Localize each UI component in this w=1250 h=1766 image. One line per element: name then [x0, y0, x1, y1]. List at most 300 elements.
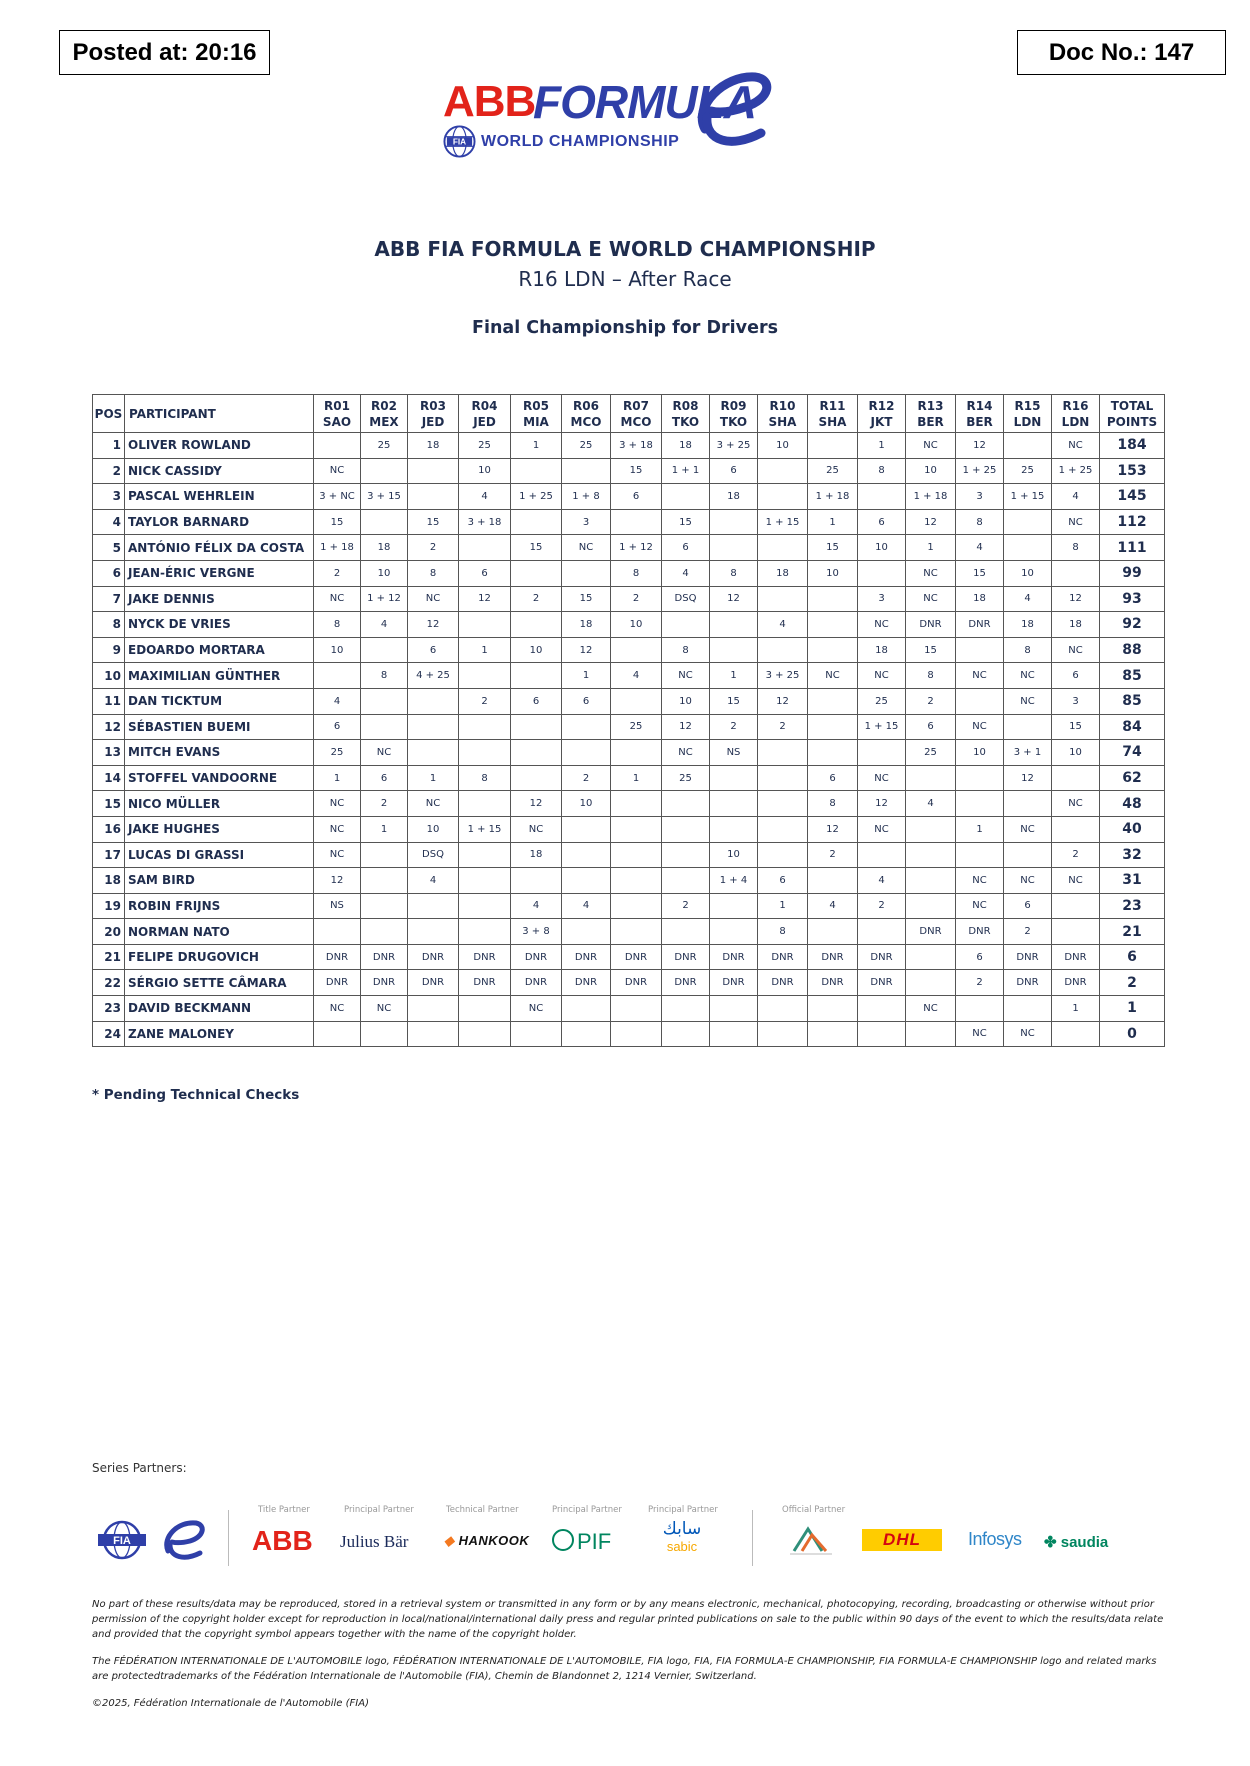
- participant-name-cell: OLIVER ROWLAND: [125, 433, 314, 459]
- header-round-13: [906, 395, 956, 433]
- round-points-cell: [906, 1021, 956, 1047]
- round-points-cell: [956, 688, 1004, 714]
- round-points-cell: 25: [808, 458, 858, 484]
- round-points-cell: DNR: [1052, 944, 1100, 970]
- header-round-7: [611, 395, 662, 433]
- round-points-cell: [314, 663, 361, 689]
- round-code: R11: [819, 398, 846, 413]
- round-points-cell: 10: [662, 688, 710, 714]
- round-points-cell: 12: [858, 791, 906, 817]
- table-row: [93, 663, 1165, 689]
- round-points-cell: [562, 740, 611, 766]
- round-points-cell: [511, 1021, 562, 1047]
- header-round-3: [408, 395, 459, 433]
- round-points-cell: 15: [808, 535, 858, 561]
- position-cell: 14: [93, 765, 125, 791]
- table-row: [93, 484, 1165, 510]
- participant-name-cell: ZANE MALONEY: [125, 1021, 314, 1047]
- round-points-cell: [511, 740, 562, 766]
- round-points-cell: NC: [808, 663, 858, 689]
- round-points-cell: 2: [1052, 842, 1100, 868]
- round-points-cell: [1004, 996, 1052, 1022]
- round-points-cell: NC: [314, 842, 361, 868]
- round-points-cell: [361, 868, 408, 894]
- table-row: [93, 509, 1165, 535]
- round-points-cell: NC: [956, 893, 1004, 919]
- table-row: [93, 637, 1165, 663]
- legal-reproduction-notice: No part of these results/data may be reproduced, stored in a retrieval system or transmitted in any form or by any means electronic, mechanical, photocopying, recording, broadcasting or otherwise without prior permission of the copyright holder except for reproduction in local/national/international daily press and regular printed publications on sale to the public within 90 days of the event to which the results/data relate and provided that the copyright symbol appears together with the name of the copyright holder.: [92, 1599, 1164, 1640]
- round-points-cell: NC: [1052, 509, 1100, 535]
- round-points-cell: 25: [1004, 458, 1052, 484]
- round-points-cell: [1004, 535, 1052, 561]
- round-points-cell: 15: [611, 458, 662, 484]
- round-points-cell: NC: [956, 663, 1004, 689]
- round-points-cell: [906, 868, 956, 894]
- round-points-cell: [611, 1021, 662, 1047]
- round-points-cell: [511, 663, 562, 689]
- participant-name-cell: STOFFEL VANDOORNE: [125, 765, 314, 791]
- principal-partner-label-3: Principal Partner: [648, 1505, 718, 1515]
- round-points-cell: 4: [611, 663, 662, 689]
- position-cell: 3: [93, 484, 125, 510]
- round-points-cell: [710, 816, 758, 842]
- round-points-cell: 10: [1004, 560, 1052, 586]
- round-points-cell: 1 + 25: [1052, 458, 1100, 484]
- table-row: [93, 791, 1165, 817]
- round-points-cell: 15: [906, 637, 956, 663]
- round-points-cell: 8: [710, 560, 758, 586]
- round-points-cell: 3 + 15: [361, 484, 408, 510]
- total-points-cell: 0: [1100, 1021, 1165, 1047]
- round-points-cell: [361, 458, 408, 484]
- table-body: [93, 433, 1165, 1047]
- round-points-cell: [361, 919, 408, 945]
- round-points-cell: [710, 535, 758, 561]
- round-points-cell: [1052, 560, 1100, 586]
- round-points-cell: 8: [1004, 637, 1052, 663]
- series-partners-label: Series Partners:: [92, 1461, 187, 1475]
- round-points-cell: 10: [511, 637, 562, 663]
- round-points-cell: DNR: [511, 944, 562, 970]
- legal-copyright: ©2025, Fédération Internationale de l'Automobile (FIA): [92, 1698, 369, 1709]
- round-points-cell: [611, 842, 662, 868]
- round-points-cell: [956, 996, 1004, 1022]
- round-points-cell: [562, 560, 611, 586]
- mountain-partner-icon: [786, 1523, 836, 1557]
- position-cell: 18: [93, 868, 125, 894]
- round-points-cell: DNR: [758, 944, 808, 970]
- table-row: [93, 919, 1165, 945]
- round-points-cell: NC: [314, 996, 361, 1022]
- position-cell: 19: [93, 893, 125, 919]
- document-subtitle: R16 LDN – After Race: [518, 267, 732, 291]
- total-points-cell: 74: [1100, 740, 1165, 766]
- header-round-11: [808, 395, 858, 433]
- header-round-4: [459, 395, 511, 433]
- round-points-cell: NC: [361, 740, 408, 766]
- round-points-cell: [662, 996, 710, 1022]
- round-points-cell: [511, 560, 562, 586]
- round-points-cell: NC: [1004, 868, 1052, 894]
- round-points-cell: 3 + 1: [1004, 740, 1052, 766]
- position-cell: 9: [93, 637, 125, 663]
- round-points-cell: [808, 868, 858, 894]
- round-points-cell: [314, 1021, 361, 1047]
- round-points-cell: [562, 919, 611, 945]
- total-points-cell: 40: [1100, 816, 1165, 842]
- round-points-cell: 12: [662, 714, 710, 740]
- round-points-cell: 8: [662, 637, 710, 663]
- round-points-cell: [758, 637, 808, 663]
- round-points-cell: [408, 740, 459, 766]
- round-code: R07: [623, 398, 649, 413]
- participant-name-cell: LUCAS DI GRASSI: [125, 842, 314, 868]
- round-points-cell: [808, 919, 858, 945]
- total-points-cell: 99: [1100, 560, 1165, 586]
- round-points-cell: NC: [906, 560, 956, 586]
- round-points-cell: 10: [906, 458, 956, 484]
- round-points-cell: 10: [611, 612, 662, 638]
- position-cell: 4: [93, 509, 125, 535]
- round-points-cell: [562, 996, 611, 1022]
- header-round-10: [758, 395, 808, 433]
- round-points-cell: 4: [1004, 586, 1052, 612]
- logo-formula-text: FORMULA: [533, 76, 756, 128]
- round-points-cell: [710, 1021, 758, 1047]
- participant-name-cell: NICK CASSIDY: [125, 458, 314, 484]
- position-cell: 24: [93, 1021, 125, 1047]
- table-row: [93, 1021, 1165, 1047]
- round-points-cell: NC: [906, 996, 956, 1022]
- round-points-cell: NS: [710, 740, 758, 766]
- round-points-cell: [710, 996, 758, 1022]
- round-points-cell: 4: [361, 612, 408, 638]
- round-points-cell: DNR: [562, 944, 611, 970]
- round-points-cell: 4: [956, 535, 1004, 561]
- position-cell: 8: [93, 612, 125, 638]
- round-points-cell: [758, 458, 808, 484]
- round-points-cell: 12: [710, 586, 758, 612]
- round-points-cell: 1 + 15: [459, 816, 511, 842]
- round-points-cell: 1: [710, 663, 758, 689]
- round-points-cell: 4 + 25: [408, 663, 459, 689]
- formula-e-small-icon: [158, 1515, 206, 1563]
- round-points-cell: NC: [408, 791, 459, 817]
- round-points-cell: [1004, 714, 1052, 740]
- round-points-cell: DNR: [314, 970, 361, 996]
- round-points-cell: 10: [314, 637, 361, 663]
- participant-name-cell: ROBIN FRIJNS: [125, 893, 314, 919]
- round-points-cell: 25: [858, 688, 906, 714]
- round-points-cell: [956, 765, 1004, 791]
- round-points-cell: 8: [459, 765, 511, 791]
- position-cell: 23: [93, 996, 125, 1022]
- participant-name-cell: SÉRGIO SETTE CÂMARA: [125, 970, 314, 996]
- round-points-cell: 12: [758, 688, 808, 714]
- round-points-cell: NC: [906, 586, 956, 612]
- round-venue: SHA: [818, 414, 847, 429]
- table-row: [93, 433, 1165, 459]
- round-points-cell: 1: [459, 637, 511, 663]
- round-points-cell: NC: [1052, 637, 1100, 663]
- hankook-logo: [444, 1533, 529, 1549]
- table-row: [93, 740, 1165, 766]
- total-points-cell: 88: [1100, 637, 1165, 663]
- round-points-cell: [611, 893, 662, 919]
- round-points-cell: DSQ: [408, 842, 459, 868]
- participant-name-cell: EDOARDO MORTARA: [125, 637, 314, 663]
- round-points-cell: NC: [956, 714, 1004, 740]
- round-code: R15: [1014, 398, 1041, 413]
- round-points-cell: [858, 740, 906, 766]
- round-points-cell: [408, 688, 459, 714]
- round-points-cell: [758, 996, 808, 1022]
- round-points-cell: DNR: [361, 970, 408, 996]
- header-round-8: [662, 395, 710, 433]
- round-venue: JKT: [870, 414, 893, 429]
- participant-name-cell: PASCAL WEHRLEIN: [125, 484, 314, 510]
- round-points-cell: [562, 714, 611, 740]
- total-points-cell: 112: [1100, 509, 1165, 535]
- round-points-cell: 25: [906, 740, 956, 766]
- table-row: [93, 458, 1165, 484]
- round-code: R03: [420, 398, 446, 413]
- round-venue: TKO: [719, 414, 748, 429]
- round-points-cell: [662, 816, 710, 842]
- round-points-cell: DNR: [408, 944, 459, 970]
- round-points-cell: [459, 612, 511, 638]
- round-points-cell: [562, 1021, 611, 1047]
- round-points-cell: 3: [1052, 688, 1100, 714]
- pif-text: PIF: [577, 1529, 612, 1554]
- round-points-cell: 25: [611, 714, 662, 740]
- total-points-cell: 31: [1100, 868, 1165, 894]
- round-points-cell: [361, 637, 408, 663]
- round-points-cell: [459, 714, 511, 740]
- round-points-cell: [1004, 791, 1052, 817]
- round-points-cell: [906, 970, 956, 996]
- round-points-cell: NC: [662, 663, 710, 689]
- participant-name-cell: JEAN-ÉRIC VERGNE: [125, 560, 314, 586]
- round-points-cell: [758, 1021, 808, 1047]
- round-points-cell: 10: [408, 816, 459, 842]
- round-points-cell: [459, 868, 511, 894]
- header-participant: PARTICIPANT: [125, 395, 314, 433]
- round-points-cell: DNR: [808, 944, 858, 970]
- round-points-cell: 8: [314, 612, 361, 638]
- round-points-cell: 18: [710, 484, 758, 510]
- round-points-cell: 12: [314, 868, 361, 894]
- total-points-cell: 92: [1100, 612, 1165, 638]
- round-points-cell: 8: [361, 663, 408, 689]
- total-points-cell: 85: [1100, 663, 1165, 689]
- round-points-cell: [758, 586, 808, 612]
- round-points-cell: NC: [1004, 1021, 1052, 1047]
- round-points-cell: 1 + 18: [314, 535, 361, 561]
- round-points-cell: [1052, 1021, 1100, 1047]
- total-points-cell: 84: [1100, 714, 1165, 740]
- round-points-cell: 1 + 15: [1004, 484, 1052, 510]
- total-points-cell: 1: [1100, 996, 1165, 1022]
- round-points-cell: 4: [562, 893, 611, 919]
- round-points-cell: [662, 842, 710, 868]
- round-points-cell: 1: [906, 535, 956, 561]
- round-venue: MIA: [523, 414, 549, 429]
- round-points-cell: [758, 842, 808, 868]
- round-code: R08: [672, 398, 699, 413]
- position-cell: 5: [93, 535, 125, 561]
- hankook-mark-icon: ◆: [444, 1533, 455, 1548]
- posted-at-text: Posted at: 20:16: [72, 38, 257, 66]
- round-points-cell: 6: [906, 714, 956, 740]
- round-points-cell: [758, 535, 808, 561]
- round-points-cell: DNR: [1004, 970, 1052, 996]
- round-points-cell: NC: [562, 535, 611, 561]
- pif-logo: [552, 1529, 611, 1555]
- round-points-cell: 8: [758, 919, 808, 945]
- round-points-cell: 15: [314, 509, 361, 535]
- round-points-cell: 6: [459, 560, 511, 586]
- round-points-cell: [662, 919, 710, 945]
- round-points-cell: 2: [511, 586, 562, 612]
- round-points-cell: [1052, 816, 1100, 842]
- participant-name-cell: NICO MÜLLER: [125, 791, 314, 817]
- total-header-line: TOTAL: [1110, 398, 1154, 413]
- round-points-cell: 18: [956, 586, 1004, 612]
- round-points-cell: [314, 919, 361, 945]
- round-points-cell: 10: [758, 433, 808, 459]
- saudia-text: saudia: [1060, 1534, 1109, 1551]
- round-code: R01: [324, 398, 350, 413]
- round-points-cell: NC: [1004, 663, 1052, 689]
- round-points-cell: 10: [808, 560, 858, 586]
- round-points-cell: 12: [906, 509, 956, 535]
- round-points-cell: DNR: [858, 970, 906, 996]
- round-points-cell: DNR: [408, 970, 459, 996]
- round-points-cell: 12: [459, 586, 511, 612]
- header-round-5: [511, 395, 562, 433]
- round-points-cell: DNR: [562, 970, 611, 996]
- round-points-cell: 4: [459, 484, 511, 510]
- hankook-text: HANKOOK: [458, 1533, 530, 1548]
- round-points-cell: [361, 688, 408, 714]
- round-points-cell: DNR: [611, 970, 662, 996]
- header-round-15: [1004, 395, 1052, 433]
- header-round-2: [361, 395, 408, 433]
- participant-name-cell: SÉBASTIEN BUEMI: [125, 714, 314, 740]
- participant-name-cell: ANTÓNIO FÉLIX DA COSTA: [125, 535, 314, 561]
- round-points-cell: 4: [511, 893, 562, 919]
- round-points-cell: 18: [361, 535, 408, 561]
- round-points-cell: [361, 1021, 408, 1047]
- round-points-cell: [808, 637, 858, 663]
- round-venue: MCO: [570, 414, 602, 429]
- round-points-cell: DNR: [906, 612, 956, 638]
- table-row: [93, 996, 1165, 1022]
- round-code: R06: [573, 398, 599, 413]
- round-points-cell: [1052, 919, 1100, 945]
- round-points-cell: [408, 1021, 459, 1047]
- round-points-cell: [408, 919, 459, 945]
- round-points-cell: NC: [956, 1021, 1004, 1047]
- round-points-cell: DNR: [662, 944, 710, 970]
- round-points-cell: 12: [408, 612, 459, 638]
- header-pos: POS: [93, 395, 125, 433]
- round-points-cell: 18: [1052, 612, 1100, 638]
- dhl-logo: [862, 1529, 942, 1551]
- position-cell: 2: [93, 458, 125, 484]
- round-points-cell: 1 + 8: [562, 484, 611, 510]
- round-points-cell: [408, 484, 459, 510]
- round-points-cell: NC: [858, 816, 906, 842]
- round-points-cell: 18: [511, 842, 562, 868]
- round-points-cell: NC: [1004, 816, 1052, 842]
- round-points-cell: [459, 791, 511, 817]
- round-points-cell: [710, 791, 758, 817]
- round-points-cell: 2: [408, 535, 459, 561]
- logo-abb-text: ABB: [443, 77, 536, 126]
- round-points-cell: [906, 944, 956, 970]
- round-venue: MEX: [369, 414, 399, 429]
- round-points-cell: DNR: [459, 944, 511, 970]
- round-points-cell: 12: [808, 816, 858, 842]
- round-points-cell: [314, 433, 361, 459]
- round-points-cell: [361, 509, 408, 535]
- round-code: R02: [371, 398, 397, 413]
- round-points-cell: [408, 893, 459, 919]
- table-row: [93, 612, 1165, 638]
- participant-name-cell: SAM BIRD: [125, 868, 314, 894]
- round-points-cell: 15: [1052, 714, 1100, 740]
- round-points-cell: [662, 791, 710, 817]
- participant-name-cell: DAN TICKTUM: [125, 688, 314, 714]
- round-points-cell: NC: [1004, 688, 1052, 714]
- round-points-cell: 10: [459, 458, 511, 484]
- round-points-cell: 15: [710, 688, 758, 714]
- round-points-cell: 2: [662, 893, 710, 919]
- round-points-cell: [662, 868, 710, 894]
- round-points-cell: [408, 458, 459, 484]
- round-points-cell: 1: [758, 893, 808, 919]
- round-points-cell: [758, 816, 808, 842]
- round-points-cell: 2: [611, 586, 662, 612]
- round-points-cell: [562, 458, 611, 484]
- table-row: [93, 714, 1165, 740]
- dhl-text: DHL: [883, 1530, 921, 1549]
- round-points-cell: [511, 458, 562, 484]
- round-points-cell: [459, 842, 511, 868]
- position-cell: 22: [93, 970, 125, 996]
- round-points-cell: 10: [361, 560, 408, 586]
- round-points-cell: [1004, 509, 1052, 535]
- round-points-cell: 3: [956, 484, 1004, 510]
- table-row: [93, 586, 1165, 612]
- round-points-cell: 1 + 18: [906, 484, 956, 510]
- round-points-cell: 25: [662, 765, 710, 791]
- round-points-cell: 2: [758, 714, 808, 740]
- round-points-cell: 1: [361, 816, 408, 842]
- round-venue: SHA: [768, 414, 797, 429]
- round-points-cell: 6: [314, 714, 361, 740]
- table-row: [93, 944, 1165, 970]
- round-points-cell: [662, 1021, 710, 1047]
- total-header-line: POINTS: [1106, 414, 1158, 429]
- posted-at-box: [59, 30, 270, 75]
- round-points-cell: 3 + NC: [314, 484, 361, 510]
- partner-fia-text: FIA: [113, 1535, 131, 1547]
- round-points-cell: 15: [562, 586, 611, 612]
- round-points-cell: [611, 816, 662, 842]
